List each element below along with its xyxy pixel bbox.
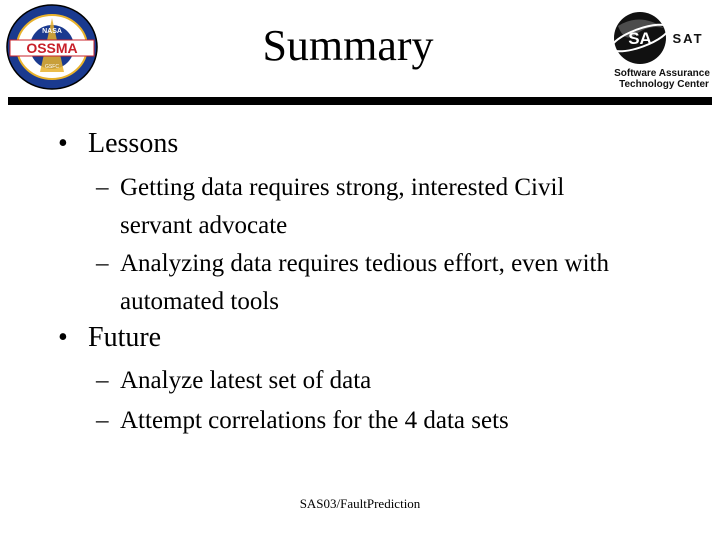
ossma-top-text: NASA — [42, 28, 62, 35]
bullet-heading-future: Future — [88, 322, 162, 353]
bullet-heading-lessons: Lessons — [88, 128, 179, 159]
sub-item-text: Getting data requires strong, interested Civil servant advocate — [120, 174, 565, 239]
satc-caption-line2: Technology Center — [619, 79, 709, 90]
sub-item-text: Analyze latest set of data — [120, 367, 372, 394]
title-divider — [8, 97, 712, 105]
bullet-mark: • — [58, 322, 68, 353]
satc-logo — [604, 6, 716, 90]
satc-caption-line1: Software Assurance — [614, 68, 710, 79]
ossma-small-text: GSFC — [45, 64, 59, 70]
sub-item-text: Analyzing data requires tedious effort, even with automated tools — [120, 250, 609, 315]
dash-mark: – — [96, 407, 109, 434]
dash-mark: – — [96, 367, 109, 394]
bullet-mark: • — [58, 128, 68, 159]
ossma-center-text: OSSMA — [26, 40, 78, 56]
dash-mark: – — [96, 174, 109, 201]
slide-footer: SAS03/FaultPrediction — [299, 496, 421, 511]
satc-side-text: SAT — [672, 31, 704, 46]
sub-item-text: Attempt correlations for the 4 data sets — [120, 407, 509, 434]
slide-title: Summary — [262, 21, 434, 70]
dash-mark: – — [96, 250, 109, 277]
satc-badge-text: SA — [628, 29, 652, 48]
